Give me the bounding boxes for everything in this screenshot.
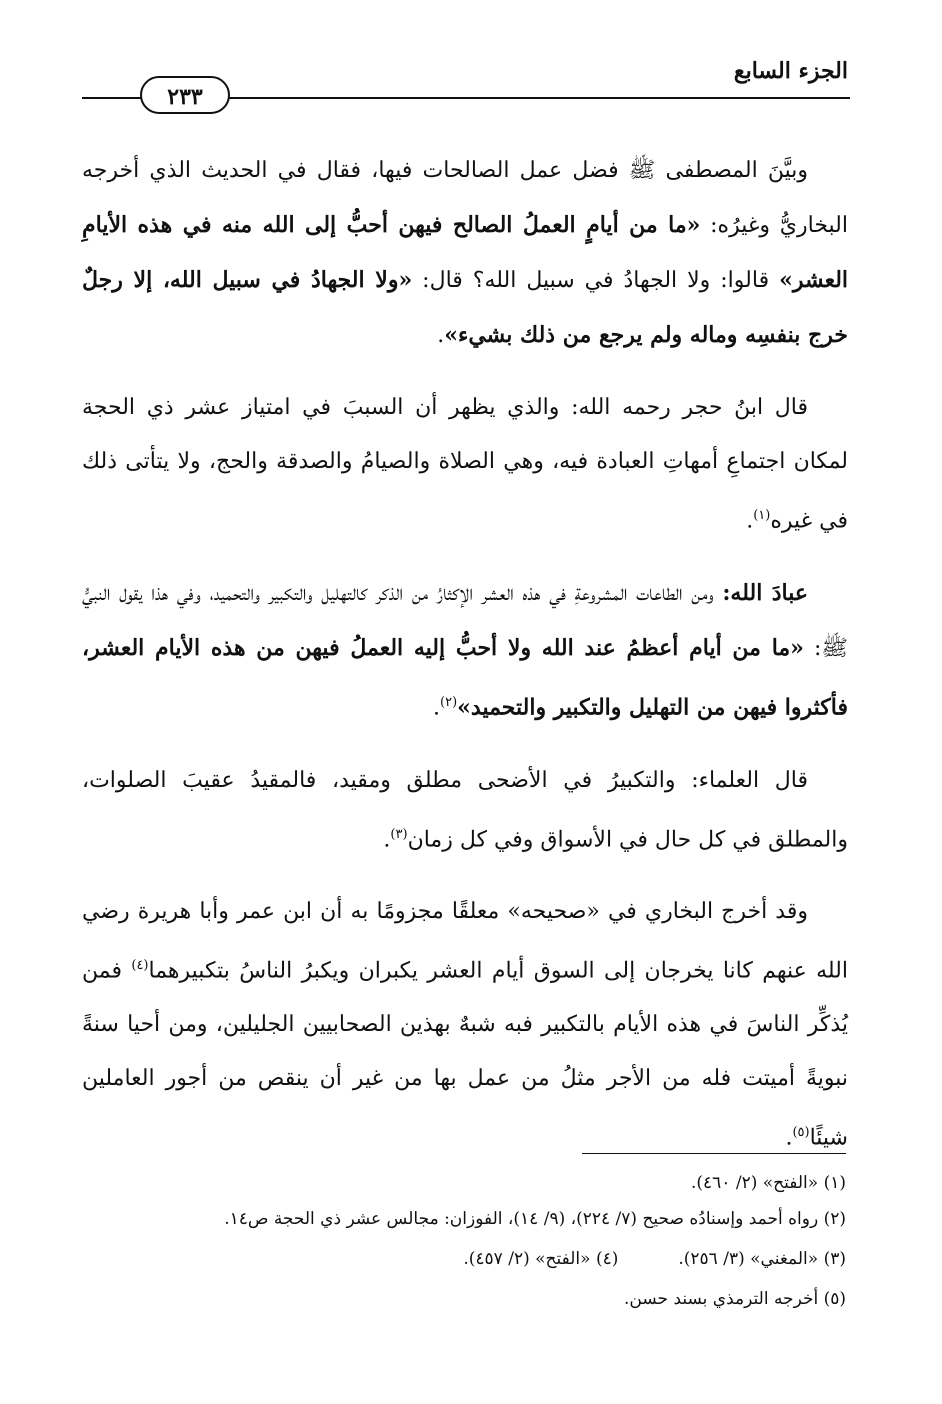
p3-text: ومن الطاعات المشروعةِ في هذه العشر الإكثارُ من الذكر كالتهليل والتكبير والتحميد، وفي هذا يقول النبيُّ ﷺ: [82, 581, 848, 662]
page-number: ٢٣٣ [140, 76, 230, 114]
book-part-label: الجزء السابع [733, 58, 848, 84]
p1-text-a: وبيَّنَ المصطفى ﷺ فضل عمل الصالحات فيها، فقال في الحديث الذي أخرجه البخاريُّ وغيرُه: [82, 158, 848, 238]
footnote-ref-5[interactable]: (٥) [792, 1125, 810, 1141]
p1-end: . [437, 323, 445, 348]
main-text [82, 144, 848, 1184]
p5-text-a: وقد أخرج البخاري في «صحيحه» معلقًا مجزومًا به أن ابن عمر وأبا هريرة رضي الله عنهم كانا يخرجان إلى السوق أيام العشر يكبران ويكبرُ الناسُ بتكبيرهما [82, 898, 848, 984]
hadith-quote-3: «ما من أيام أعظمُ عند الله ولا أحبُّ إليه العملُ فيهن من هذه الأيام العشر، فأكثروا فيهن من التهليل والتكبير والتحميد» [82, 635, 848, 721]
footnote-rule [582, 1153, 846, 1154]
footnote-5: (٥) أخرجه الترمذي بسند حسن. [624, 1289, 846, 1309]
paragraph-1 [82, 144, 848, 363]
footnote-4: (٤) «الفتح» (٢/ ٤٥٧). [463, 1249, 619, 1269]
paragraph-2 [82, 381, 848, 548]
paragraph-3 [82, 566, 848, 735]
hadith-quote-1: «ما من أيامٍ العملُ الصالح فيهن أحبُّ إلى الله منه في هذه الأيامِ العشر» [82, 212, 849, 293]
footnote-ref-4[interactable]: (٤) [131, 957, 149, 973]
p1-text-c: قالوا: ولا الجهادُ في سبيل الله؟ قال: [412, 268, 780, 293]
footnote-ref-3[interactable]: (٣) [390, 826, 408, 842]
paragraph-4 [82, 754, 848, 867]
p5-text-b: فمن يُذكِّر الناسَ في هذه الأيام بالتكبير فبه شبهٌ بهذين الصحابيين الجليلين، ومن أحيا سنةً نبويةً أميتت فله من الأجر مثلُ من عمل بها من غير أن ينقص من أجور العاملين شيئًا [82, 958, 848, 1151]
footnote-ref-2[interactable]: (٢) [440, 695, 458, 711]
footnote-row-3-4 [70, 1239, 846, 1279]
p4-text: قال العلماء: والتكبيرُ في الأضحى مطلق ومقيد، فالمقيدُ عقيبَ الصلوات، والمطلق في كل حال في الأسواق وفي كل زمان [82, 767, 848, 852]
paragraph-5 [82, 885, 848, 1166]
footnote-ref-1[interactable]: (١) [753, 508, 771, 523]
footnote-2: (٢) رواه أحمد وإسنادُه صحيح (٧/ ٢٢٤)، (٩/ ١٤)، الفوزان: مجالس عشر ذي الحجة ص١٤. [224, 1209, 846, 1229]
p3-end: . [433, 695, 441, 721]
page-header [0, 0, 942, 130]
footnote-1: (١) «الفتح» (٢/ ٤٦٠). [691, 1173, 846, 1193]
p2-text: قال ابنُ حجر رحمه الله: والذي يظهر أن السببَ في امتياز عشر ذي الحجة لمكان اجتماعِ أمهاتِ العبادة فيه، وهي الصلاة والصيامُ والصدقة والحج، ولا يتأتى ذلك في غيره [82, 395, 848, 534]
footnote-3: (٣) «المغني» (٣/ ٢٥٦). [678, 1249, 846, 1269]
p4-end: . [383, 826, 391, 852]
p5-end: . [785, 1125, 793, 1151]
p2-end: . [746, 508, 754, 534]
hadith-quote-2: «ولا الجهادُ في سبيل الله، إلا رجلٌ خرج بنفسِه وماله ولم يرجع من ذلك بشيء» [82, 267, 848, 348]
p3-address: عبادَ الله: [722, 580, 808, 607]
footnotes [70, 1163, 846, 1319]
